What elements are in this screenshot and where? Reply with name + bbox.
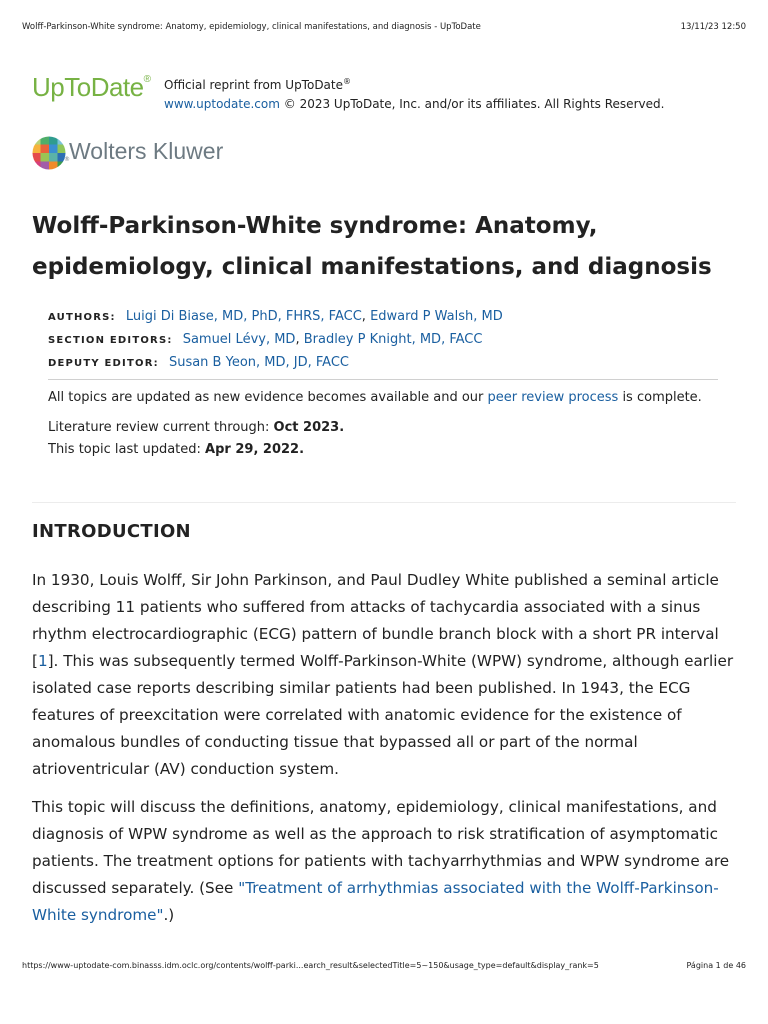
section-editors-label: SECTION EDITORS: (48, 335, 173, 346)
last-updated: This topic last updated: Apr 29, 2022. (48, 442, 305, 457)
deputy-editor-label: DEPUTY EDITOR: (48, 358, 159, 369)
author-link[interactable]: Edward P Walsh, MD (370, 309, 503, 324)
paragraph: In 1930, Louis Wolff, Sir John Parkinson, and Paul Dudley White published a seminal article describing 11 patients who suffered from attacks of tachycardia associated with a sinus rhythm electrocardiographic (ECG) pattern of bundle branch block with a short PR interval [1]. This was subsequently termed Wolff-Parkinson-White (WPW) syndrome, although earlier isolated case reports describing similar patients had been published. In 1943, the ECG features of preexcitation were correlated with anatomic evidence for the existence of anomalous bundles of conducting tissue that bypassed all or part of the normal atrioventricular (AV) conduction system. (32, 571, 734, 778)
copyright-text: © 2023 UpToDate, Inc. and/or its affiliates. All Rights Reserved. (279, 97, 665, 111)
authors-label: AUTHORS: (48, 312, 116, 323)
reference-link[interactable]: 1 (37, 652, 48, 670)
reprint-line: Official reprint from UpToDate (164, 78, 343, 92)
wolters-kluwer-mark: ® (64, 156, 70, 163)
site-link[interactable]: www.uptodate.com (164, 97, 280, 111)
wolters-kluwer-globe-icon (32, 136, 66, 170)
update-note: All topics are updated as new evidence becomes available and our peer review process is complete. (48, 390, 702, 405)
print-footer-url: https://www-uptodate-com.binasss.idm.oclc.org/contents/wolff-parki...earch_result&selectedTitle=5~150&usage_type=default&display_rank=5 (22, 961, 599, 970)
print-header-datetime: 13/11/23 12:50 (680, 22, 746, 32)
update-notes (48, 387, 738, 461)
deputy-editor-link[interactable]: Susan B Yeon, MD, JD, FACC (168, 355, 349, 370)
wolters-kluwer-logo (32, 134, 292, 172)
treatment-topic-link[interactable]: "Treatment of arrhythmias associated with the Wolff-Parkinson-White syndrome" (32, 879, 719, 924)
literature-review: Literature review current through: Oct 2023. (48, 420, 345, 435)
divider (48, 379, 718, 380)
article-title: Wolff-Parkinson-White syndrome: Anatomy, epidemiology, clinical manifestations, and diagnosis (32, 213, 712, 280)
section-editors-row: SECTION EDITORS: Samuel Lévy, MD, Bradley P Knight, MD, FACC (48, 332, 483, 347)
print-footer-page: Página 1 de 46 (686, 961, 746, 970)
paragraph: This topic will discuss the definitions, anatomy, epidemiology, clinical manifestations, and diagnosis of WPW syndrome as well as the approach to risk stratification of asymptomatic patients. The treatment options for patients with tachyarrhythmias and WPW syndrome are discussed separately. (See "Treatment of arrhythmias associated with the Wolff-Parkinson-White syndrome".) (32, 798, 730, 924)
brand-bar (32, 70, 732, 110)
print-header-title: Wolff-Parkinson-White syndrome: Anatomy, epidemiology, clinical manifestations, and diagnosis - UpToDate (22, 22, 481, 32)
deputy-editor-row (48, 352, 728, 375)
section-editor-link[interactable]: Samuel Lévy, MD (182, 332, 296, 347)
peer-review-link[interactable]: peer review process (487, 390, 619, 405)
reprint-notice: Official reprint from UpToDate® www.uptodate.com © 2023 UpToDate, Inc. and/or its affiliates. All Rights Reserved. (164, 77, 665, 111)
article-credits (48, 306, 728, 375)
author-link[interactable]: Luigi Di Biase, MD, PhD, FHRS, FACC (125, 309, 362, 324)
uptodate-logo[interactable]: UpToDate® (32, 72, 151, 102)
section-heading-introduction: INTRODUCTION (32, 521, 191, 542)
section-editor-link[interactable]: Bradley P Knight, MD, FACC (303, 332, 483, 347)
introduction-body (32, 567, 736, 940)
section-divider (32, 502, 736, 503)
wolters-kluwer-name: Wolters Kluwer (69, 138, 224, 164)
authors-row: AUTHORS: Luigi Di Biase, MD, PhD, FHRS, FACC, Edward P Walsh, MD (48, 309, 503, 324)
print-header (22, 22, 746, 34)
print-footer (22, 961, 746, 973)
